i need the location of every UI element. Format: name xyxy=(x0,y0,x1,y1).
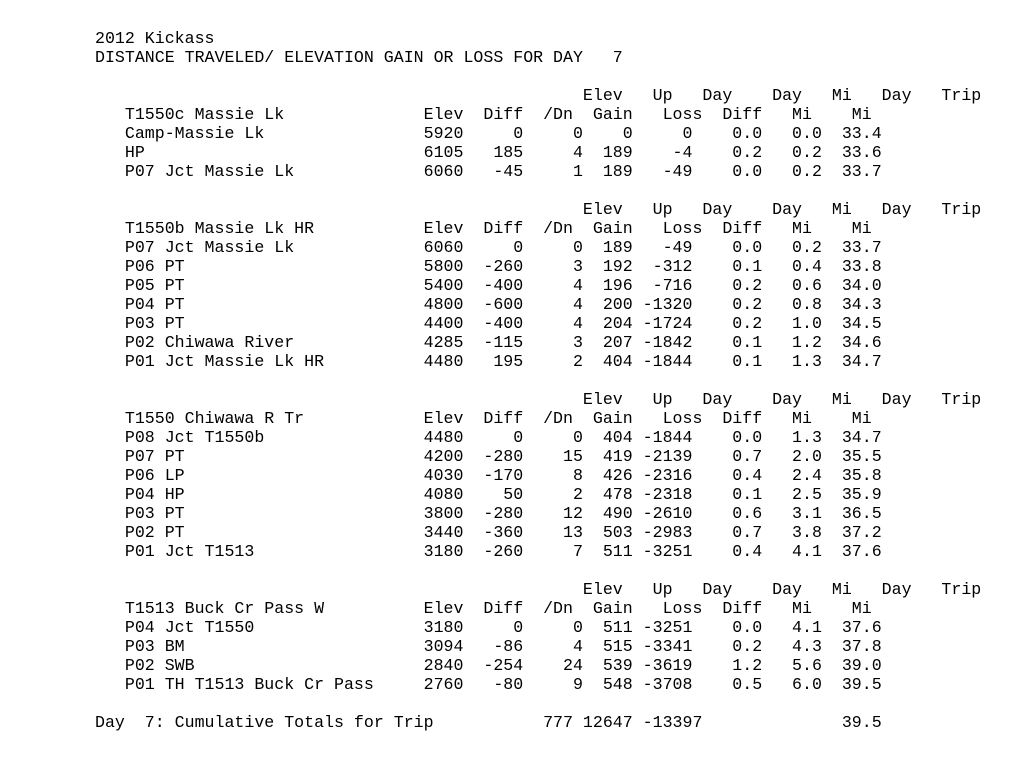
table-row: P04 HP 4080 50 2 478 -2318 0.1 2.5 35.9 xyxy=(95,485,882,504)
table-row: HP 6105 185 4 189 -4 0.2 0.2 33.6 xyxy=(95,143,882,162)
column-header-top: Elev Up Day Day Mi Day Trip xyxy=(95,390,982,409)
column-header-top: Elev Up Day Day Mi Day Trip xyxy=(95,86,982,105)
table-row: P06 PT 5800 -260 3 192 -312 0.1 0.4 33.8 xyxy=(95,257,882,276)
table-row: P04 Jct T1550 3180 0 0 511 -3251 0.0 4.1 37.6 xyxy=(95,618,882,637)
table-row: P03 BM 3094 -86 4 515 -3341 0.2 4.3 37.8 xyxy=(95,637,882,656)
table-row: P06 LP 4030 -170 8 426 -2316 0.4 2.4 35.8 xyxy=(95,466,882,485)
table-row: P07 Jct Massie Lk 6060 -45 1 189 -49 0.0 0.2 33.7 xyxy=(95,162,882,181)
cumulative-totals: Day 7: Cumulative Totals for Trip 777 12647 -13397 39.5 xyxy=(95,713,882,732)
table-row: P02 SWB 2840 -254 24 539 -3619 1.2 5.6 39.0 xyxy=(95,656,882,675)
table-row: P01 Jct T1513 3180 -260 7 511 -3251 0.4 4.1 37.6 xyxy=(95,542,882,561)
segment-header: T1550b Massie Lk HR Elev Diff /Dn Gain Loss Diff Mi Mi xyxy=(95,219,872,238)
segment-header: T1513 Buck Cr Pass W Elev Diff /Dn Gain Loss Diff Mi Mi xyxy=(95,599,872,618)
column-header-top: Elev Up Day Day Mi Day Trip xyxy=(95,580,982,599)
segment-header: T1550 Chiwawa R Tr Elev Diff /Dn Gain Loss Diff Mi Mi xyxy=(95,409,872,428)
table-row: P04 PT 4800 -600 4 200 -1320 0.2 0.8 34.3 xyxy=(95,295,882,314)
table-row: P05 PT 5400 -400 4 196 -716 0.2 0.6 34.0 xyxy=(95,276,882,295)
table-row: P02 PT 3440 -360 13 503 -2983 0.7 3.8 37.2 xyxy=(95,523,882,542)
table-row: P07 PT 4200 -280 15 419 -2139 0.7 2.0 35.5 xyxy=(95,447,882,466)
table-row: P03 PT 4400 -400 4 204 -1724 0.2 1.0 34.5 xyxy=(95,314,882,333)
blank-line xyxy=(95,181,981,200)
table-row: P01 Jct Massie Lk HR 4480 195 2 404 -1844 0.1 1.3 34.7 xyxy=(95,352,882,371)
blank-line xyxy=(95,371,981,390)
table-row: P03 PT 3800 -280 12 490 -2610 0.6 3.1 36.5 xyxy=(95,504,882,523)
column-header-top: Elev Up Day Day Mi Day Trip xyxy=(95,200,982,219)
table-row: P08 Jct T1550b 4480 0 0 404 -1844 0.0 1.3 34.7 xyxy=(95,428,882,447)
blank-line xyxy=(95,694,981,713)
report-title: 2012 Kickass xyxy=(95,29,215,48)
trip-report-document xyxy=(95,29,981,732)
table-row: Camp-Massie Lk 5920 0 0 0 0 0.0 0.0 33.4 xyxy=(95,124,882,143)
report-subtitle: DISTANCE TRAVELED/ ELEVATION GAIN OR LOSS FOR DAY 7 xyxy=(95,48,623,67)
table-row: P07 Jct Massie Lk 6060 0 0 189 -49 0.0 0.2 33.7 xyxy=(95,238,882,257)
blank-line xyxy=(95,67,981,86)
blank-line xyxy=(95,561,981,580)
segment-header: T1550c Massie Lk Elev Diff /Dn Gain Loss Diff Mi Mi xyxy=(95,105,872,124)
table-row: P01 TH T1513 Buck Cr Pass 2760 -80 9 548 -3708 0.5 6.0 39.5 xyxy=(95,675,882,694)
table-row: P02 Chiwawa River 4285 -115 3 207 -1842 0.1 1.2 34.6 xyxy=(95,333,882,352)
